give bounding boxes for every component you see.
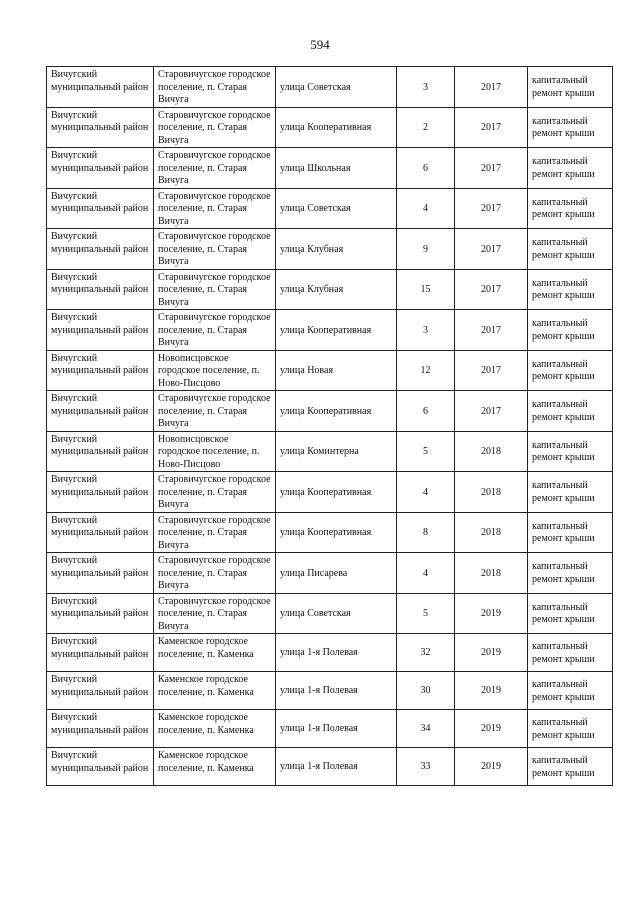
- settlement-cell: Старовичугское городское поселение, п. Старая Вичуга: [154, 107, 276, 148]
- table-row: [47, 593, 613, 634]
- table-row: [47, 188, 613, 229]
- table-body: [47, 67, 613, 786]
- settlement-cell: Старовичугское городское поселение, п. Старая Вичуга: [154, 472, 276, 513]
- district-cell: Вичугский муниципальный район: [47, 634, 154, 672]
- house-number-cell: 4: [397, 553, 455, 594]
- street-cell: улица 1-я Полевая: [276, 634, 397, 672]
- district-cell: Вичугский муниципальный район: [47, 229, 154, 270]
- settlement-cell: Новописцовское городское поселение, п. Ново-Писцово: [154, 350, 276, 391]
- house-number-cell: 2: [397, 107, 455, 148]
- district-cell: Вичугский муниципальный район: [47, 472, 154, 513]
- year-cell: 2017: [455, 107, 528, 148]
- table-row: [47, 67, 613, 108]
- district-cell: Вичугский муниципальный район: [47, 593, 154, 634]
- year-cell: 2019: [455, 748, 528, 786]
- district-cell: Вичугский муниципальный район: [47, 107, 154, 148]
- district-cell: Вичугский муниципальный район: [47, 67, 154, 108]
- year-cell: 2017: [455, 67, 528, 108]
- district-cell: Вичугский муниципальный район: [47, 310, 154, 351]
- street-cell: улица 1-я Полевая: [276, 672, 397, 710]
- year-cell: 2017: [455, 229, 528, 270]
- housing-repair-table: [46, 66, 613, 786]
- settlement-cell: Старовичугское городское поселение, п. Старая Вичуга: [154, 67, 276, 108]
- table-row: [47, 472, 613, 513]
- street-cell: улица Советская: [276, 188, 397, 229]
- settlement-cell: Старовичугское городское поселение, п. Старая Вичуга: [154, 188, 276, 229]
- settlement-cell: Старовичугское городское поселение, п. Старая Вичуга: [154, 148, 276, 189]
- work-type-cell: капитальный ремонт крыши: [528, 148, 613, 189]
- settlement-cell: Каменское городское поселение, п. Каменка: [154, 748, 276, 786]
- district-cell: Вичугский муниципальный район: [47, 269, 154, 310]
- work-type-cell: капитальный ремонт крыши: [528, 67, 613, 108]
- year-cell: 2018: [455, 512, 528, 553]
- year-cell: 2018: [455, 431, 528, 472]
- year-cell: 2018: [455, 553, 528, 594]
- table-row: [47, 748, 613, 786]
- house-number-cell: 5: [397, 593, 455, 634]
- district-cell: Вичугский муниципальный район: [47, 431, 154, 472]
- year-cell: 2017: [455, 269, 528, 310]
- work-type-cell: капитальный ремонт крыши: [528, 269, 613, 310]
- settlement-cell: Старовичугское городское поселение, п. Старая Вичуга: [154, 512, 276, 553]
- work-type-cell: капитальный ремонт крыши: [528, 391, 613, 432]
- year-cell: 2019: [455, 593, 528, 634]
- house-number-cell: 3: [397, 67, 455, 108]
- table-row: [47, 310, 613, 351]
- house-number-cell: 12: [397, 350, 455, 391]
- work-type-cell: капитальный ремонт крыши: [528, 350, 613, 391]
- settlement-cell: Каменское городское поселение, п. Каменка: [154, 710, 276, 748]
- house-number-cell: 6: [397, 148, 455, 189]
- house-number-cell: 8: [397, 512, 455, 553]
- street-cell: улица Клубная: [276, 269, 397, 310]
- table-row: [47, 553, 613, 594]
- house-number-cell: 32: [397, 634, 455, 672]
- year-cell: 2019: [455, 710, 528, 748]
- street-cell: улица Школьная: [276, 148, 397, 189]
- district-cell: Вичугский муниципальный район: [47, 188, 154, 229]
- settlement-cell: Старовичугское городское поселение, п. Старая Вичуга: [154, 391, 276, 432]
- district-cell: Вичугский муниципальный район: [47, 391, 154, 432]
- settlement-cell: Каменское городское поселение, п. Каменка: [154, 672, 276, 710]
- settlement-cell: Старовичугское городское поселение, п. Старая Вичуга: [154, 310, 276, 351]
- settlement-cell: Каменское городское поселение, п. Каменка: [154, 634, 276, 672]
- house-number-cell: 33: [397, 748, 455, 786]
- table-row: [47, 672, 613, 710]
- district-cell: Вичугский муниципальный район: [47, 748, 154, 786]
- house-number-cell: 30: [397, 672, 455, 710]
- table-row: [47, 512, 613, 553]
- year-cell: 2019: [455, 634, 528, 672]
- work-type-cell: капитальный ремонт крыши: [528, 672, 613, 710]
- street-cell: улица Кооперативная: [276, 310, 397, 351]
- district-cell: Вичугский муниципальный район: [47, 350, 154, 391]
- table-row: [47, 269, 613, 310]
- street-cell: улица Кооперативная: [276, 107, 397, 148]
- settlement-cell: Новописцовское городское поселение, п. Ново-Писцово: [154, 431, 276, 472]
- settlement-cell: Старовичугское городское поселение, п. Старая Вичуга: [154, 553, 276, 594]
- table-row: [47, 148, 613, 189]
- year-cell: 2017: [455, 148, 528, 189]
- table-row: [47, 107, 613, 148]
- work-type-cell: капитальный ремонт крыши: [528, 512, 613, 553]
- year-cell: 2017: [455, 310, 528, 351]
- work-type-cell: капитальный ремонт крыши: [528, 229, 613, 270]
- house-number-cell: 5: [397, 431, 455, 472]
- district-cell: Вичугский муниципальный район: [47, 148, 154, 189]
- table-row: [47, 391, 613, 432]
- table-row: [47, 634, 613, 672]
- settlement-cell: Старовичугское городское поселение, п. Старая Вичуга: [154, 593, 276, 634]
- year-cell: 2018: [455, 472, 528, 513]
- work-type-cell: капитальный ремонт крыши: [528, 748, 613, 786]
- street-cell: улица 1-я Полевая: [276, 748, 397, 786]
- settlement-cell: Старовичугское городское поселение, п. Старая Вичуга: [154, 269, 276, 310]
- street-cell: улица Клубная: [276, 229, 397, 270]
- street-cell: улица Советская: [276, 67, 397, 108]
- work-type-cell: капитальный ремонт крыши: [528, 634, 613, 672]
- table-row: [47, 350, 613, 391]
- year-cell: 2017: [455, 350, 528, 391]
- year-cell: 2017: [455, 391, 528, 432]
- street-cell: улица Советская: [276, 593, 397, 634]
- district-cell: Вичугский муниципальный район: [47, 553, 154, 594]
- year-cell: 2019: [455, 672, 528, 710]
- house-number-cell: 34: [397, 710, 455, 748]
- work-type-cell: капитальный ремонт крыши: [528, 472, 613, 513]
- work-type-cell: капитальный ремонт крыши: [528, 310, 613, 351]
- work-type-cell: капитальный ремонт крыши: [528, 710, 613, 748]
- year-cell: 2017: [455, 188, 528, 229]
- district-cell: Вичугский муниципальный район: [47, 710, 154, 748]
- settlement-cell: Старовичугское городское поселение, п. Старая Вичуга: [154, 229, 276, 270]
- district-cell: Вичугский муниципальный район: [47, 672, 154, 710]
- work-type-cell: капитальный ремонт крыши: [528, 188, 613, 229]
- work-type-cell: капитальный ремонт крыши: [528, 593, 613, 634]
- street-cell: улица Кооперативная: [276, 391, 397, 432]
- table-row: [47, 229, 613, 270]
- work-type-cell: капитальный ремонт крыши: [528, 107, 613, 148]
- street-cell: улица Писарева: [276, 553, 397, 594]
- street-cell: улица Коминтерна: [276, 431, 397, 472]
- district-cell: Вичугский муниципальный район: [47, 512, 154, 553]
- table-row: [47, 710, 613, 748]
- work-type-cell: капитальный ремонт крыши: [528, 431, 613, 472]
- house-number-cell: 9: [397, 229, 455, 270]
- work-type-cell: капитальный ремонт крыши: [528, 553, 613, 594]
- street-cell: улица Кооперативная: [276, 512, 397, 553]
- house-number-cell: 3: [397, 310, 455, 351]
- table-row: [47, 431, 613, 472]
- house-number-cell: 15: [397, 269, 455, 310]
- house-number-cell: 4: [397, 472, 455, 513]
- street-cell: улица Кооперативная: [276, 472, 397, 513]
- street-cell: улица 1-я Полевая: [276, 710, 397, 748]
- page-number: 594: [310, 37, 330, 52]
- house-number-cell: 6: [397, 391, 455, 432]
- street-cell: улица Новая: [276, 350, 397, 391]
- house-number-cell: 4: [397, 188, 455, 229]
